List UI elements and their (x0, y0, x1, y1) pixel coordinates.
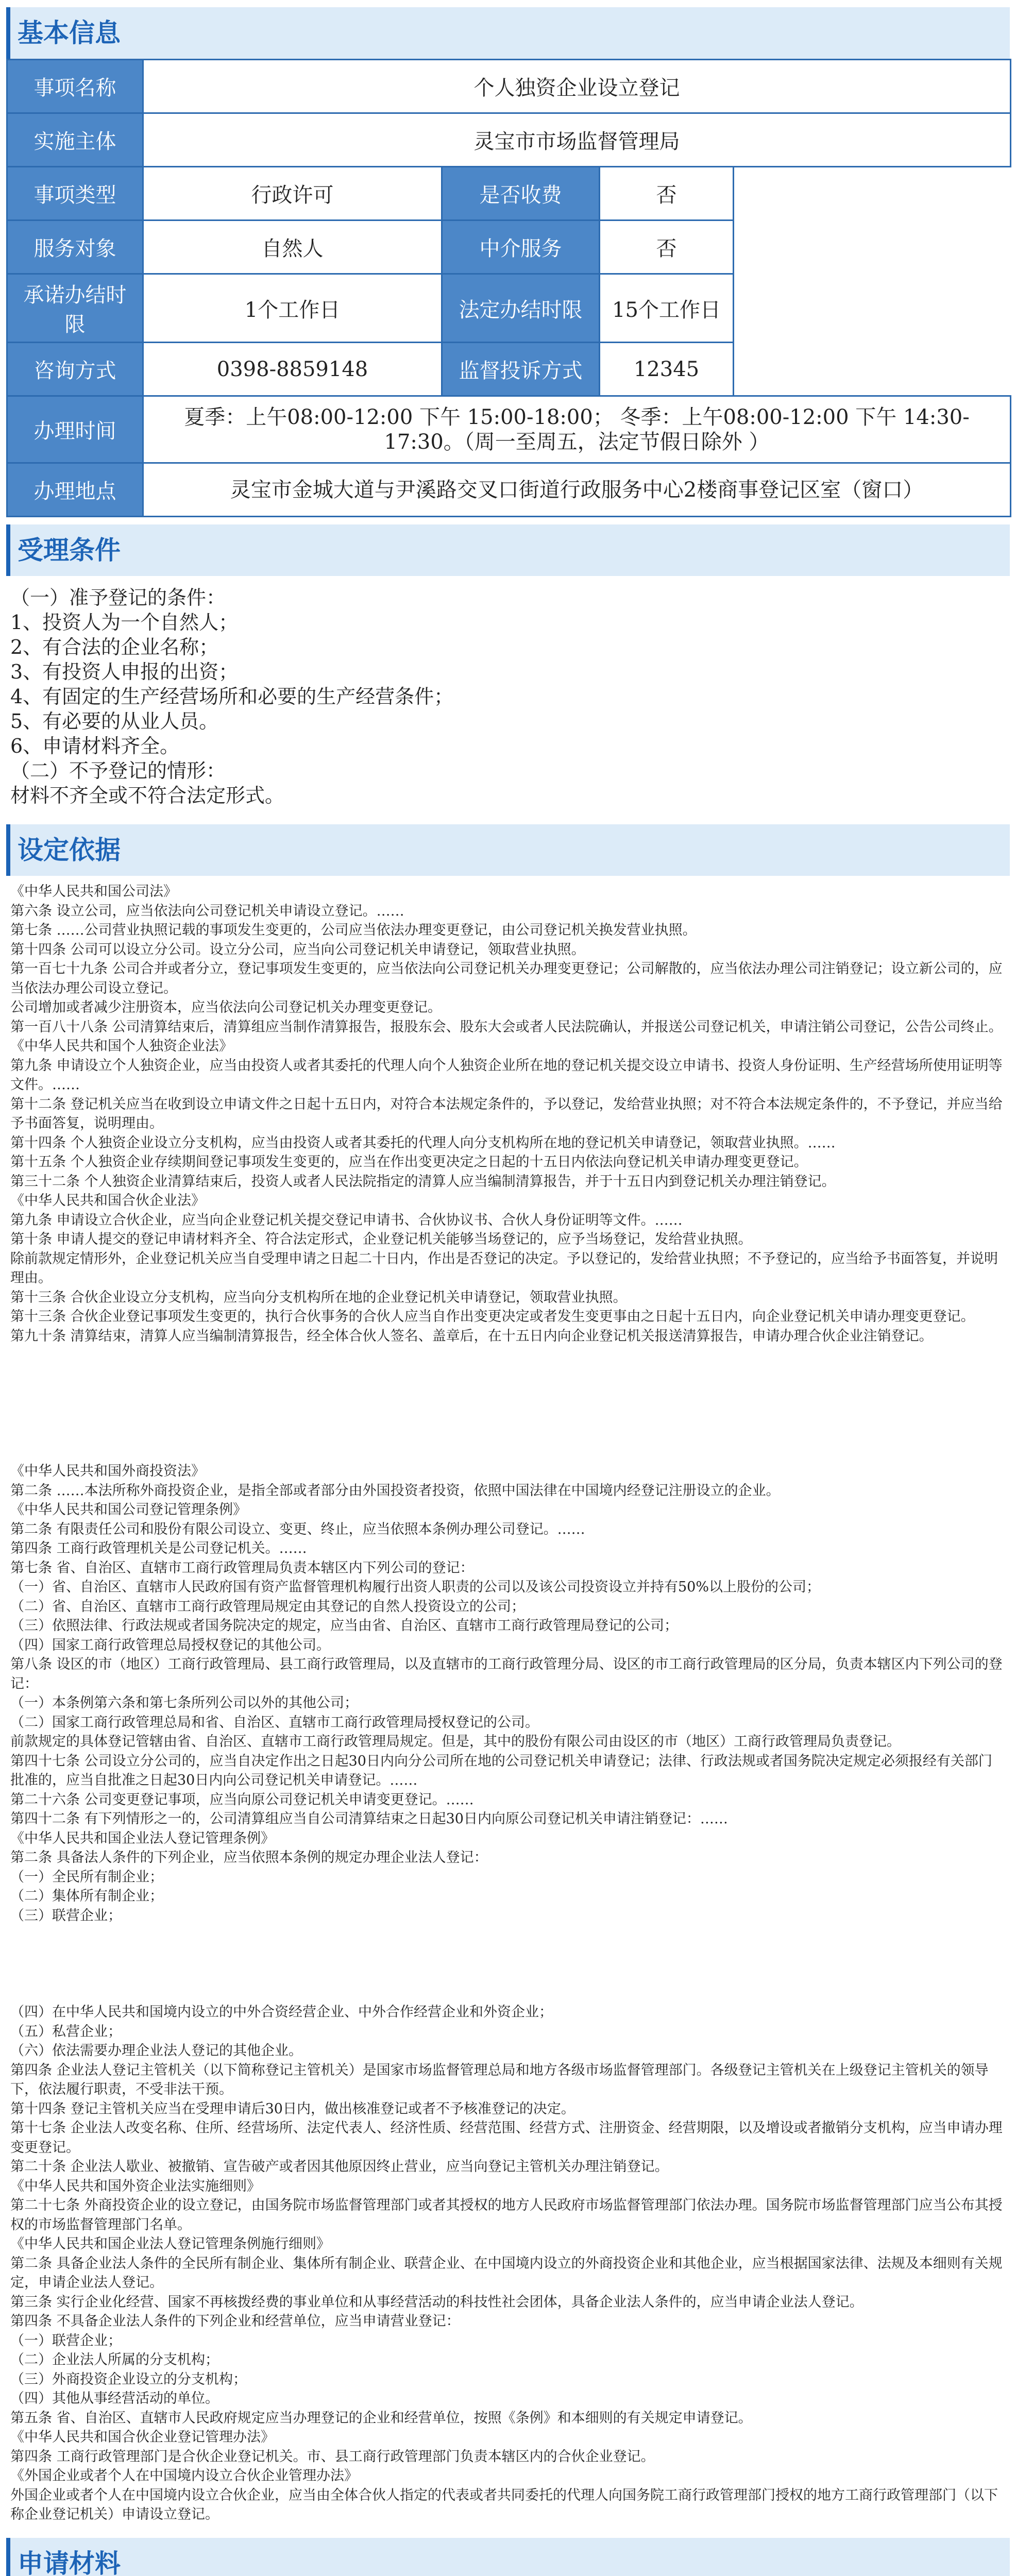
basis-line: 第四十二条 有下列情形之一的，公司清算组应当自公司清算结束之日起30日内向原公司登记机关申请注销登记：…… (10, 1811, 728, 1827)
basic-info-table (6, 59, 1011, 517)
condition-line: （二）不予登记的情形： (10, 759, 226, 782)
basis-line: 第九十条 清算结束，清算人应当编制清算报告，经全体合伙人签名、盖章后，在十五日内向企业登记机关报送清算报告，申请办理合伙企业注销登记。 (10, 1328, 933, 1344)
basis-line (10, 1346, 1006, 1365)
info-value: 自然人 (143, 221, 442, 274)
condition-line: 4、有固定的生产经营场所和必要的生产经营条件； (10, 685, 454, 708)
info-value: 否 (600, 167, 734, 221)
basis-line: 第二条 具备企业法人条件的全民所有制企业、集体所有制企业、联营企业、在中国境内设立的外商投资企业和其他企业，应当根据国家法律、法规及本细则有关规定，申请企业法人登记。 (10, 2255, 1003, 2291)
basis-line: 《中华人民共和国合伙企业法》 (10, 1193, 205, 1209)
info-label: 实施主体 (7, 113, 143, 167)
basis-line: 外国企业或者个人在中国境内设立合伙企业，应当由全体合伙人指定的代表或者共同委托的代理人向国务院工商行政管理部门授权的地方工商行政管理部门（以下称企业登记机关）申请设立登记。 (10, 2487, 998, 2522)
condition-line: 2、有合法的企业名称； (10, 636, 219, 658)
basis-line: 第十四条 登记主管机关应当在受理申请后30日内，做出核准登记或者不予核准登记的决定。 (10, 2100, 575, 2117)
condition-line: 1、投资人为一个自然人； (10, 611, 239, 634)
basis-line (10, 1925, 1006, 1945)
basis-line: （五）私营企业； (10, 2023, 122, 2040)
basis-line: （一）联营企业； (10, 2332, 122, 2349)
basis-line: 第十条 申请人提交的登记申请材料齐全、符合法定形式，企业登记机关能够当场登记的，应予当场登记，发给营业执照。 (10, 1231, 752, 1247)
info-value: 夏季：上午08:00-12:00 下午 15:00-18:00； 冬季：上午08:00-12:00 下午 14:30-17:30。（周一至周五，法定节假日除外 ） (143, 396, 1011, 463)
info-label: 事项类型 (7, 167, 143, 221)
basis-line: 第六条 设立公司，应当依法向公司登记机关申请设立登记。…… (10, 903, 404, 919)
basis-line: 第四条 不具备企业法人条件的下列企业和经营单位，应当申请营业登记： (10, 2313, 460, 2329)
info-row (7, 167, 1011, 221)
basis-line: （二）国家工商行政管理总局和省、自治区、直辖市工商行政管理局授权登记的公司。 (10, 1714, 539, 1731)
basis-line (10, 1443, 1006, 1462)
info-value: 灵宝市金城大道与尹溪路交叉口街道行政服务中心2楼商事登记区室（窗口） (143, 463, 1011, 517)
info-row (7, 221, 1011, 274)
basis-line: 《中华人民共和国企业法人登记管理条例》 (10, 1830, 275, 1846)
basis-line: 《中华人民共和国个人独资企业法》 (10, 1038, 233, 1054)
basis-line: 第十四条 公司可以设立分公司。设立分公司，应当向公司登记机关申请登记，领取营业执照。 (10, 941, 585, 958)
basis-line: 第十七条 企业法人改变名称、住所、经营场所、法定代表人、经济性质、经营范围、经营方式、注册资金、经营期限，以及增设或者撤销分支机构，应当申请办理变更登记。 (10, 2120, 1003, 2156)
basis-line: 除前款规定情形外，企业登记机关应当自受理申请之日起二十日内，作出是否登记的决定。予以登记的，发给营业执照；不予登记的，应当给予书面答复，并说明理由。 (10, 1250, 998, 1286)
basis-line (10, 1423, 1006, 1443)
info-value: 0398-8859148 (143, 343, 442, 396)
info-row (7, 274, 1011, 343)
section-basis-title: 设定依据 (6, 824, 1010, 876)
basis-line: 《中华人民共和国公司法》 (10, 884, 177, 900)
basis-line: （二）省、自治区、直辖市工商行政管理局规定由其登记的自然人投资设立的公司； (10, 1598, 525, 1615)
info-label: 服务对象 (7, 221, 143, 274)
basis-line: （二）集体所有制企业； (10, 1888, 163, 1904)
condition-line: 6、申请材料齐全。 (10, 735, 180, 757)
basis-line: （四）在中华人民共和国境内设立的中外合资经营企业、中外合作经营企业和外资企业； (10, 2004, 553, 2020)
basis-line: 第二条 有限责任公司和股份有限公司设立、变更、终止，应当依照本条例办理公司登记。…… (10, 1521, 585, 1537)
basis-line: 第五条 省、自治区、直辖市人民政府规定应当办理登记的企业和经营单位，按照《条例》和本细则的有关规定申请登记。 (10, 2410, 752, 2426)
basis-line (10, 1404, 1006, 1423)
basis-line: 第九条 申请设立个人独资企业，应当由投资人或者其委托的代理人向个人独资企业所在地的登记机关提交设立申请书、投资人身份证明、生产经营场所使用证明等文件。…… (10, 1057, 1003, 1093)
basis-line: 《中华人民共和国公司登记管理条例》 (10, 1502, 247, 1518)
basis-line: 第九条 申请设立合伙企业，应当向企业登记机关提交登记申请书、合伙协议书、合伙人身份证明等文件。…… (10, 1212, 683, 1228)
info-row (7, 463, 1011, 517)
condition-line: 5、有必要的从业人员。 (10, 710, 219, 733)
info-label: 办理时间 (7, 396, 143, 463)
info-label: 承诺办结时限 (7, 274, 143, 343)
basis-line: 第十二条 登记机关应当在收到设立申请文件之日起十五日内，对符合本法规定条件的，予以登记，发给营业执照；对不符合本法规定条件的，不予登记，并应当给予书面答复，说明理由。 (10, 1096, 1003, 1131)
basis-line: （四）国家工商行政管理总局授权登记的其他公司。 (10, 1637, 330, 1653)
basis-line: （四）其他从事经营活动的单位。 (10, 2391, 219, 2406)
basis-line (10, 1964, 1006, 1984)
info-label: 是否收费 (442, 167, 600, 221)
basis-line: 前款规定的具体登记管辖由省、自治区、直辖市工商行政管理局规定。但是，其中的股份有限公司由设区的市（地区）工商行政管理局负责登记。 (10, 1734, 901, 1750)
basis-line: （二）企业法人所属的分支机构； (10, 2352, 219, 2368)
basis-line: （一）全民所有制企业； (10, 1869, 163, 1885)
info-label: 中介服务 (442, 221, 600, 274)
condition-line: （一）准予登记的条件： (10, 586, 226, 609)
info-row (7, 343, 1011, 396)
basis-line: 第四十七条 公司设立分公司的，应当自决定作出之日起30日内向分公司所在地的公司登记机关申请登记；法律、行政法规或者国务院决定规定必须报经有关部门批准的，应当自批准之日起30日内向公司登记机关申请登记。…… (10, 1753, 992, 1788)
basis-line: （一）省、自治区、直辖市人民政府国有资产监督管理机构履行出资人职责的公司以及该公司投资设立并持有50%以上股份的公司； (10, 1579, 821, 1595)
conditions-text (6, 576, 1010, 817)
info-value: 15个工作日 (600, 274, 734, 343)
info-label: 办理地点 (7, 463, 143, 517)
basis-line: 《中华人民共和国外资企业法实施细则》 (10, 2178, 261, 2194)
basis-line: 第四条 工商行政管理机关是公司登记机关。…… (10, 1540, 307, 1556)
basis-line: 第七条 ……公司营业执照记载的事项发生变更的，公司应当依法办理变更登记，由公司登记机关换发营业执照。 (10, 922, 697, 938)
section-materials-title: 申请材料 (6, 2538, 1010, 2576)
basis-line: 第四条 企业法人登记主管机关（以下简称登记主管机关）是国家市场监督管理总局和地方各级市场监督管理部门。各级登记主管机关在上级登记主管机关的领导下，依法履行职责，不受非法干预。 (10, 2062, 989, 2097)
info-label: 监督投诉方式 (442, 343, 600, 396)
basis-line: 第一百七十九条 公司合并或者分立，登记事项发生变更的，应当依法向公司登记机关办理变更登记；公司解散的，应当依法办理公司注销登记；设立新公司的，应当依法办理公司设立登记。 (10, 961, 1003, 996)
basis-line: （三）依照法律、行政法规或者国务院决定的规定，应当由省、自治区、直辖市工商行政管理局登记的公司； (10, 1618, 678, 1634)
basis-line: 《中华人民共和国企业法人登记管理条例施行细则》 (10, 2236, 330, 2252)
basis-line: 第四条 工商行政管理部门是合伙企业登记机关。市、县工商行政管理部门负责本辖区内的合伙企业登记。 (10, 2448, 655, 2465)
info-row (7, 396, 1011, 463)
basis-line: 第十三条 合伙企业设立分支机构，应当向分支机构所在地的企业登记机关申请登记，领取营业执照。 (10, 1289, 627, 1306)
info-value: 灵宝市市场监督管理局 (143, 113, 1011, 167)
basis-line: 公司增加或者减少注册资本，应当依法向公司登记机关办理变更登记。 (10, 999, 442, 1015)
info-label: 法定办结时限 (442, 274, 600, 343)
basis-line (10, 1365, 1006, 1385)
basis-line: 第二十七条 外商投资企业的设立登记，由国务院市场监督管理部门或者其授权的地方人民政府市场监督管理部门依法办理。国务院市场监督管理部门应当公布其授权的市场监督管理部门名单。 (10, 2197, 1003, 2233)
info-value: 行政许可 (143, 167, 442, 221)
basis-line: 第一百八十八条 公司清算结束后，清算组应当制作清算报告，报股东会、股东大会或者人民法院确认，并报送公司登记机关，申请注销公司登记，公告公司终止。 (10, 1019, 1003, 1035)
section-conditions-title: 受理条件 (6, 524, 1010, 576)
basis-line: 第二十六条 公司变更登记事项，应当向原公司登记机关申请变更登记。…… (10, 1791, 474, 1808)
basis-line: 《中华人民共和国合伙企业登记管理办法》 (10, 2429, 275, 2445)
basis-line: （三）外商投资企业设立的分支机构； (10, 2371, 247, 2387)
basis-line: 第二十条 企业法人歇业、被撤销、宣告破产或者因其他原因终止营业，应当向登记主管机关办理注销登记。 (10, 2159, 669, 2175)
info-label: 咨询方式 (7, 343, 143, 396)
basis-line: 《外国企业或者个人在中国境内设立合伙企业管理办法》 (10, 2468, 358, 2484)
basis-line: （三）联营企业； (10, 1907, 122, 1924)
condition-line: 材料不齐全或不符合法定形式。 (10, 784, 285, 807)
section-basic-title: 基本信息 (6, 7, 1010, 59)
basis-line: 第八条 设区的市（地区）工商行政管理局、县工商行政管理局，以及直辖市的工商行政管理分局、设区的市工商行政管理局的区分局，负责本辖区内下列公司的登记： (10, 1656, 1003, 1692)
basis-line: 第十四条 个人独资企业设立分支机构，应当由投资人或者其委托的代理人向分支机构所在地的登记机关申请登记，领取营业执照。…… (10, 1134, 836, 1151)
basis-line (10, 1984, 1006, 2003)
basis-line (10, 1384, 1006, 1404)
info-label: 事项名称 (7, 60, 143, 113)
basis-line: 第二条 ……本法所称外商投资企业，是指全部或者部分由外国投资者投资，依照中国法律在中国境内经登记注册设立的企业。 (10, 1482, 780, 1499)
info-row (7, 60, 1011, 113)
basis-line: 第三条 实行企业化经营、国家不再核拨经费的事业单位和从事经营活动的科技性社会团体，具备企业法人条件的，应当申请企业法人登记。 (10, 2294, 863, 2310)
info-row (7, 113, 1011, 167)
basis-line: 第七条 省、自治区、直辖市工商行政管理局负责本辖区内下列公司的登记： (10, 1560, 474, 1576)
basis-line: （六）依法需要办理企业法人登记的其他企业。 (10, 2043, 302, 2059)
info-value: 否 (600, 221, 734, 274)
info-value: 12345 (600, 343, 734, 396)
basis-line: 第三十二条 个人独资企业清算结束后，投资人或者人民法院指定的清算人应当编制清算报告，并于十五日内到登记机关办理注销登记。 (10, 1173, 836, 1190)
basis-line: 第二条 具备法人条件的下列企业，应当依照本条例的规定办理企业法人登记： (10, 1850, 488, 1866)
info-value: 1个工作日 (143, 274, 442, 343)
basis-line: 第十五条 个人独资企业存续期间登记事项发生变更的，应当在作出变更决定之日起的十五日内依法向登记机关申请办理变更登记。 (10, 1154, 808, 1170)
basis-line: 第十三条 合伙企业登记事项发生变更的，执行合伙事务的合伙人应当自作出变更决定或者发生变更事由之日起十五日内，向企业登记机关申请办理变更登记。 (10, 1309, 975, 1325)
basis-line: 《中华人民共和国外商投资法》 (10, 1463, 205, 1479)
basis-text (6, 876, 1010, 2531)
basis-line (10, 1945, 1006, 1964)
basis-line: （一）本条例第六条和第七条所列公司以外的其他公司； (10, 1695, 358, 1711)
info-value: 个人独资企业设立登记 (143, 60, 1011, 113)
condition-line: 3、有投资人申报的出资； (10, 660, 239, 683)
